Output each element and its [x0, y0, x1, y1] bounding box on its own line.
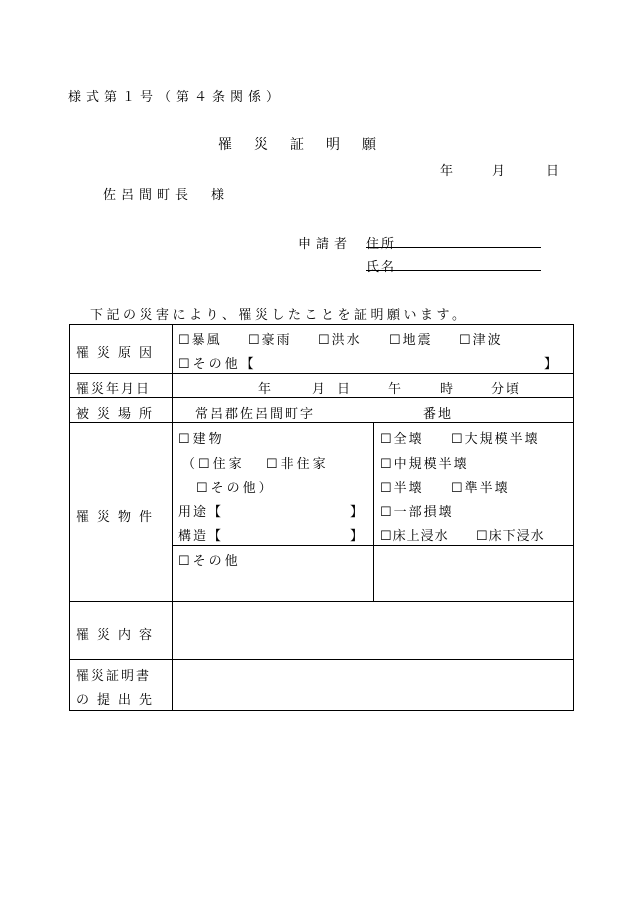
row-divider: [69, 422, 573, 423]
datetime-day: 日: [337, 382, 351, 397]
content-label: 罹災内容: [76, 628, 161, 643]
damage-large-half-checkbox[interactable]: ☐大規模半壊: [451, 432, 540, 447]
cause-tsunami-checkbox[interactable]: ☐津波: [459, 333, 503, 348]
address-label: 住所: [366, 237, 397, 252]
cause-other-checkbox[interactable]: ☐その他【: [178, 357, 257, 372]
datetime-year: 年: [258, 382, 272, 397]
property-label: 罹災物件: [76, 510, 161, 525]
cause-label: 罹災原因: [76, 346, 161, 361]
table-label-divider: [172, 324, 173, 710]
row-divider: [69, 601, 573, 602]
applicant-label: 申請者: [298, 237, 353, 252]
property-non-housing-checkbox[interactable]: ☐非住家: [266, 457, 329, 472]
datetime-minute: 分頃: [491, 382, 522, 397]
cause-other-close: 】: [544, 357, 558, 372]
damage-half-checkbox[interactable]: ☐半壊: [380, 481, 424, 496]
usage-close: 】: [350, 505, 364, 520]
row-divider: [69, 659, 573, 660]
row-divider: [69, 397, 573, 398]
name-field[interactable]: [366, 270, 541, 271]
submit-label-line2: の提出先: [76, 693, 161, 708]
damage-medium-half-checkbox[interactable]: ☐中規模半壊: [380, 457, 469, 472]
damage-above-floor-flood-checkbox[interactable]: ☐床上浸水: [380, 529, 449, 544]
address-field[interactable]: [366, 247, 541, 248]
content-field[interactable]: [174, 603, 572, 658]
addressee: 佐呂間町長 様: [103, 188, 230, 203]
damage-partial-checkbox[interactable]: ☐一部損壊: [380, 505, 454, 520]
name-label: 氏名: [366, 260, 397, 275]
datetime-hour: 時: [440, 382, 454, 397]
datetime-month: 月: [312, 382, 326, 397]
damage-total-collapse-checkbox[interactable]: ☐全壊: [380, 432, 424, 447]
row-divider: [69, 373, 573, 374]
damage-below-floor-flood-checkbox[interactable]: ☐床下浸水: [476, 529, 545, 544]
location-suffix: 番地: [423, 407, 454, 422]
property-housing-checkbox[interactable]: （☐住家: [182, 457, 245, 472]
property-other-checkbox[interactable]: ☐その他）: [196, 481, 275, 496]
property-building-checkbox[interactable]: ☐建物: [178, 432, 225, 447]
damage-semi-half-checkbox[interactable]: ☐準半壊: [451, 481, 510, 496]
cause-storm-checkbox[interactable]: ☐暴風: [178, 333, 222, 348]
date-month: 月: [492, 164, 506, 179]
property-others-checkbox[interactable]: ☐その他: [178, 554, 241, 569]
location-label: 被災場所: [76, 407, 161, 422]
property-row-divider: [172, 545, 573, 546]
submit-field[interactable]: [174, 661, 572, 709]
usage-label: 用途【: [178, 505, 224, 520]
date-year: 年: [440, 164, 454, 179]
submit-label-line1: 罹災証明書: [76, 669, 152, 684]
intro-text: 下記の災害により、罹災したことを証明願います。: [90, 308, 469, 323]
cause-heavy-rain-checkbox[interactable]: ☐豪雨: [248, 333, 292, 348]
cause-earthquake-checkbox[interactable]: ☐地震: [389, 333, 433, 348]
datetime-label: 罹災年月日: [76, 382, 152, 397]
date-day: 日: [546, 164, 560, 179]
structure-label: 構造【: [178, 529, 224, 544]
location-value: 常呂郡佐呂間町字: [195, 407, 316, 422]
property-column-divider: [373, 422, 374, 602]
datetime-ampm: 午: [388, 382, 402, 397]
cause-flood-checkbox[interactable]: ☐洪水: [318, 333, 362, 348]
document-title: 罹 災 証 明 願: [218, 137, 380, 153]
structure-close: 】: [350, 529, 364, 544]
form-number: 様式第１号（第４条関係）: [68, 90, 285, 105]
